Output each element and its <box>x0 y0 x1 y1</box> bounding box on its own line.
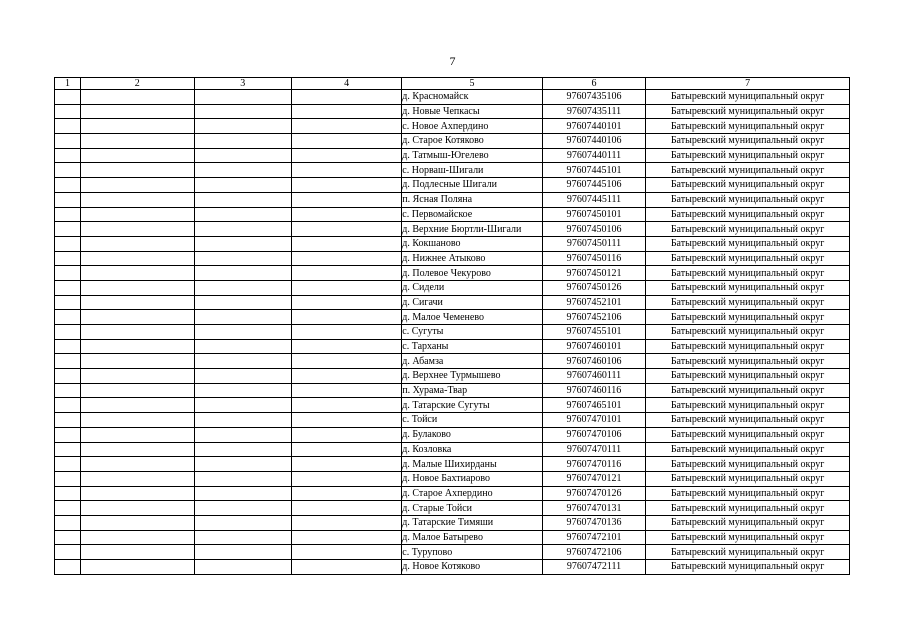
oktmo-code: 97607452106 <box>542 310 645 325</box>
empty-cell <box>81 545 194 560</box>
empty-cell <box>194 310 291 325</box>
oktmo-code: 97607470126 <box>542 486 645 501</box>
settlement-name: с. Тарханы <box>402 339 543 354</box>
oktmo-code: 97607445101 <box>542 163 645 178</box>
empty-cell <box>81 178 194 193</box>
settlement-name: с. Первомайское <box>402 207 543 222</box>
empty-cell <box>55 134 81 149</box>
district-name: Батыревский муниципальный округ <box>646 501 850 516</box>
empty-cell <box>81 192 194 207</box>
district-name: Батыревский муниципальный округ <box>646 266 850 281</box>
empty-cell <box>81 442 194 457</box>
table-row <box>55 192 850 207</box>
empty-cell <box>194 515 291 530</box>
district-name: Батыревский муниципальный округ <box>646 530 850 545</box>
empty-cell <box>55 280 81 295</box>
empty-cell <box>291 295 401 310</box>
empty-cell <box>81 222 194 237</box>
oktmo-code: 97607460106 <box>542 354 645 369</box>
district-name: Батыревский муниципальный округ <box>646 471 850 486</box>
oktmo-code: 97607450121 <box>542 266 645 281</box>
district-name: Батыревский муниципальный округ <box>646 207 850 222</box>
empty-cell <box>194 178 291 193</box>
page-number: 7 <box>449 54 456 68</box>
settlement-name: д. Верхнее Турмышево <box>402 369 543 384</box>
empty-cell <box>194 192 291 207</box>
oktmo-code: 97607440111 <box>542 148 645 163</box>
table-row <box>55 104 850 119</box>
empty-cell <box>194 501 291 516</box>
empty-cell <box>55 369 81 384</box>
table-row <box>55 134 850 149</box>
empty-cell <box>194 354 291 369</box>
settlement-name: д. Малое Чеменево <box>402 310 543 325</box>
oktmo-code: 97607440106 <box>542 134 645 149</box>
settlement-name: д. Старые Тойси <box>402 501 543 516</box>
settlement-name: с. Сугуты <box>402 325 543 340</box>
table-row <box>55 354 850 369</box>
empty-cell <box>55 339 81 354</box>
empty-cell <box>81 560 194 575</box>
settlement-name: д. Булаково <box>402 427 543 442</box>
district-name: Батыревский муниципальный округ <box>646 178 850 193</box>
empty-cell <box>291 163 401 178</box>
oktmo-code: 97607435111 <box>542 104 645 119</box>
empty-cell <box>291 280 401 295</box>
empty-cell <box>81 90 194 105</box>
settlement-name: с. Тойси <box>402 413 543 428</box>
empty-cell <box>55 192 81 207</box>
settlement-name: д. Новое Котяково <box>402 560 543 575</box>
settlement-name: д. Красномайск <box>402 90 543 105</box>
empty-cell <box>291 545 401 560</box>
table-row <box>55 560 850 575</box>
empty-cell <box>55 207 81 222</box>
table-row <box>55 295 850 310</box>
oktmo-code: 97607470136 <box>542 515 645 530</box>
table-row <box>55 163 850 178</box>
empty-cell <box>194 280 291 295</box>
empty-cell <box>291 90 401 105</box>
empty-cell <box>55 104 81 119</box>
oktmo-code: 97607470101 <box>542 413 645 428</box>
oktmo-code: 97607460111 <box>542 369 645 384</box>
empty-cell <box>291 207 401 222</box>
empty-cell <box>291 501 401 516</box>
empty-cell <box>291 134 401 149</box>
oktmo-code: 97607470131 <box>542 501 645 516</box>
empty-cell <box>55 148 81 163</box>
empty-cell <box>194 90 291 105</box>
empty-cell <box>194 104 291 119</box>
oktmo-code: 97607470111 <box>542 442 645 457</box>
empty-cell <box>55 325 81 340</box>
table-row <box>55 427 850 442</box>
empty-cell <box>81 207 194 222</box>
empty-cell <box>55 398 81 413</box>
settlement-name: д. Старое Ахпердино <box>402 486 543 501</box>
table-row <box>55 207 850 222</box>
empty-cell <box>81 325 194 340</box>
settlement-name: с. Новое Ахпердино <box>402 119 543 134</box>
empty-cell <box>291 515 401 530</box>
settlement-name: д. Сигачи <box>402 295 543 310</box>
table-row <box>55 310 850 325</box>
empty-cell <box>81 236 194 251</box>
empty-cell <box>55 310 81 325</box>
table-row <box>55 339 850 354</box>
district-name: Батыревский муниципальный округ <box>646 354 850 369</box>
empty-cell <box>291 251 401 266</box>
empty-cell <box>291 222 401 237</box>
settlement-name: д. Козловка <box>402 442 543 457</box>
table-row <box>55 383 850 398</box>
settlement-name: п. Ясная Поляна <box>402 192 543 207</box>
empty-cell <box>81 148 194 163</box>
empty-cell <box>55 90 81 105</box>
table-row <box>55 486 850 501</box>
empty-cell <box>194 560 291 575</box>
table-row <box>55 266 850 281</box>
oktmo-code: 97607470116 <box>542 457 645 472</box>
empty-cell <box>291 104 401 119</box>
table-row <box>55 413 850 428</box>
table-row <box>55 398 850 413</box>
empty-cell <box>55 545 81 560</box>
district-name: Батыревский муниципальный округ <box>646 413 850 428</box>
empty-cell <box>55 119 81 134</box>
settlement-name: с. Норваш-Шигали <box>402 163 543 178</box>
oktmo-code: 97607450106 <box>542 222 645 237</box>
settlements-table <box>54 77 850 575</box>
empty-cell <box>291 236 401 251</box>
column-header: 5 <box>402 78 543 90</box>
empty-cell <box>81 486 194 501</box>
district-name: Батыревский муниципальный округ <box>646 442 850 457</box>
district-name: Батыревский муниципальный округ <box>646 280 850 295</box>
oktmo-code: 97607450126 <box>542 280 645 295</box>
empty-cell <box>81 251 194 266</box>
empty-cell <box>55 530 81 545</box>
empty-cell <box>194 339 291 354</box>
empty-cell <box>194 236 291 251</box>
empty-cell <box>291 325 401 340</box>
empty-cell <box>55 222 81 237</box>
district-name: Батыревский муниципальный округ <box>646 560 850 575</box>
empty-cell <box>194 545 291 560</box>
settlement-name: д. Верхние Бюртли-Шигали <box>402 222 543 237</box>
empty-cell <box>55 236 81 251</box>
settlement-name: д. Сидели <box>402 280 543 295</box>
empty-cell <box>194 325 291 340</box>
table-row <box>55 442 850 457</box>
oktmo-code: 97607472101 <box>542 530 645 545</box>
district-name: Батыревский муниципальный округ <box>646 486 850 501</box>
empty-cell <box>194 134 291 149</box>
column-header: 7 <box>646 78 850 90</box>
empty-cell <box>81 119 194 134</box>
district-name: Батыревский муниципальный округ <box>646 119 850 134</box>
settlement-name: д. Нижнее Атыково <box>402 251 543 266</box>
district-name: Батыревский муниципальный округ <box>646 134 850 149</box>
empty-cell <box>291 560 401 575</box>
empty-cell <box>81 354 194 369</box>
settlement-name: п. Хурама-Твар <box>402 383 543 398</box>
empty-cell <box>55 501 81 516</box>
empty-cell <box>291 442 401 457</box>
district-name: Батыревский муниципальный округ <box>646 104 850 119</box>
empty-cell <box>194 148 291 163</box>
empty-cell <box>55 457 81 472</box>
district-name: Батыревский муниципальный округ <box>646 515 850 530</box>
oktmo-code: 97607452101 <box>542 295 645 310</box>
oktmo-code: 97607460116 <box>542 383 645 398</box>
empty-cell <box>194 442 291 457</box>
empty-cell <box>291 383 401 398</box>
empty-cell <box>81 163 194 178</box>
table-row <box>55 501 850 516</box>
empty-cell <box>291 457 401 472</box>
empty-cell <box>55 163 81 178</box>
column-header: 2 <box>81 78 194 90</box>
table-row <box>55 471 850 486</box>
empty-cell <box>194 163 291 178</box>
empty-cell <box>81 280 194 295</box>
district-name: Батыревский муниципальный округ <box>646 295 850 310</box>
empty-cell <box>194 383 291 398</box>
empty-cell <box>291 192 401 207</box>
empty-cell <box>55 427 81 442</box>
empty-cell <box>81 339 194 354</box>
empty-cell <box>194 530 291 545</box>
empty-cell <box>81 413 194 428</box>
oktmo-code: 97607460101 <box>542 339 645 354</box>
district-name: Батыревский муниципальный округ <box>646 427 850 442</box>
table-row <box>55 369 850 384</box>
empty-cell <box>81 266 194 281</box>
empty-cell <box>291 354 401 369</box>
table-row <box>55 148 850 163</box>
empty-cell <box>194 413 291 428</box>
empty-cell <box>194 457 291 472</box>
empty-cell <box>81 310 194 325</box>
empty-cell <box>81 530 194 545</box>
district-name: Батыревский муниципальный округ <box>646 236 850 251</box>
settlement-name: д. Татмыш-Югелево <box>402 148 543 163</box>
empty-cell <box>194 427 291 442</box>
empty-cell <box>291 530 401 545</box>
oktmo-code: 97607455101 <box>542 325 645 340</box>
empty-cell <box>81 471 194 486</box>
settlement-name: д. Новые Чепкасы <box>402 104 543 119</box>
district-name: Батыревский муниципальный округ <box>646 369 850 384</box>
table-body <box>55 90 850 575</box>
district-name: Батыревский муниципальный округ <box>646 457 850 472</box>
oktmo-code: 97607450101 <box>542 207 645 222</box>
district-name: Батыревский муниципальный округ <box>646 398 850 413</box>
empty-cell <box>55 383 81 398</box>
empty-cell <box>291 178 401 193</box>
empty-cell <box>291 471 401 486</box>
table-row <box>55 90 850 105</box>
oktmo-code: 97607450111 <box>542 236 645 251</box>
empty-cell <box>291 427 401 442</box>
district-name: Батыревский муниципальный округ <box>646 192 850 207</box>
oktmo-code: 97607465101 <box>542 398 645 413</box>
empty-cell <box>291 398 401 413</box>
empty-cell <box>81 427 194 442</box>
table-row <box>55 178 850 193</box>
empty-cell <box>194 471 291 486</box>
table-row <box>55 515 850 530</box>
empty-cell <box>194 398 291 413</box>
empty-cell <box>81 134 194 149</box>
empty-cell <box>194 207 291 222</box>
district-name: Батыревский муниципальный округ <box>646 148 850 163</box>
empty-cell <box>55 354 81 369</box>
empty-cell <box>55 560 81 575</box>
empty-cell <box>55 266 81 281</box>
empty-cell <box>291 486 401 501</box>
empty-cell <box>291 413 401 428</box>
settlement-name: с. Турупово <box>402 545 543 560</box>
empty-cell <box>81 501 194 516</box>
district-name: Батыревский муниципальный округ <box>646 339 850 354</box>
district-name: Батыревский муниципальный округ <box>646 163 850 178</box>
settlement-name: д. Татарские Сугуты <box>402 398 543 413</box>
district-name: Батыревский муниципальный округ <box>646 90 850 105</box>
oktmo-code: 97607450116 <box>542 251 645 266</box>
settlement-name: д. Малое Батырево <box>402 530 543 545</box>
empty-cell <box>194 251 291 266</box>
empty-cell <box>55 486 81 501</box>
oktmo-code: 97607440101 <box>542 119 645 134</box>
empty-cell <box>55 251 81 266</box>
empty-cell <box>81 104 194 119</box>
district-name: Батыревский муниципальный округ <box>646 310 850 325</box>
empty-cell <box>291 148 401 163</box>
table-row <box>55 251 850 266</box>
district-name: Батыревский муниципальный округ <box>646 545 850 560</box>
district-name: Батыревский муниципальный округ <box>646 325 850 340</box>
table-row <box>55 236 850 251</box>
table-row <box>55 325 850 340</box>
column-header: 6 <box>542 78 645 90</box>
district-name: Батыревский муниципальный округ <box>646 383 850 398</box>
table-row <box>55 457 850 472</box>
column-header: 3 <box>194 78 291 90</box>
settlement-name: д. Татарские Тимяши <box>402 515 543 530</box>
oktmo-code: 97607472106 <box>542 545 645 560</box>
district-name: Батыревский муниципальный округ <box>646 251 850 266</box>
settlement-name: д. Малые Шихирданы <box>402 457 543 472</box>
empty-cell <box>194 486 291 501</box>
column-header: 4 <box>291 78 401 90</box>
oktmo-code: 97607445111 <box>542 192 645 207</box>
empty-cell <box>291 266 401 281</box>
table-row <box>55 222 850 237</box>
settlement-name: д. Абамза <box>402 354 543 369</box>
empty-cell <box>55 515 81 530</box>
empty-cell <box>81 369 194 384</box>
empty-cell <box>291 310 401 325</box>
oktmo-code: 97607445106 <box>542 178 645 193</box>
oktmo-code: 97607472111 <box>542 560 645 575</box>
empty-cell <box>291 369 401 384</box>
table-row <box>55 119 850 134</box>
table-row <box>55 280 850 295</box>
empty-cell <box>55 413 81 428</box>
empty-cell <box>194 222 291 237</box>
empty-cell <box>291 339 401 354</box>
settlement-name: д. Новое Бахтиарово <box>402 471 543 486</box>
empty-cell <box>81 457 194 472</box>
table-header-row <box>55 78 850 90</box>
table-row <box>55 545 850 560</box>
empty-cell <box>194 266 291 281</box>
oktmo-code: 97607470121 <box>542 471 645 486</box>
empty-cell <box>55 295 81 310</box>
empty-cell <box>81 295 194 310</box>
empty-cell <box>291 119 401 134</box>
column-header: 1 <box>55 78 81 90</box>
empty-cell <box>194 369 291 384</box>
settlement-name: д. Полевое Чекурово <box>402 266 543 281</box>
oktmo-code: 97607435106 <box>542 90 645 105</box>
empty-cell <box>55 471 81 486</box>
empty-cell <box>81 398 194 413</box>
district-name: Батыревский муниципальный округ <box>646 222 850 237</box>
table-row <box>55 530 850 545</box>
empty-cell <box>81 383 194 398</box>
settlement-name: д. Кокшаново <box>402 236 543 251</box>
settlement-name: д. Старое Котяково <box>402 134 543 149</box>
empty-cell <box>194 295 291 310</box>
empty-cell <box>81 515 194 530</box>
settlement-name: д. Подлесные Шигали <box>402 178 543 193</box>
oktmo-code: 97607470106 <box>542 427 645 442</box>
empty-cell <box>194 119 291 134</box>
empty-cell <box>55 178 81 193</box>
empty-cell <box>55 442 81 457</box>
